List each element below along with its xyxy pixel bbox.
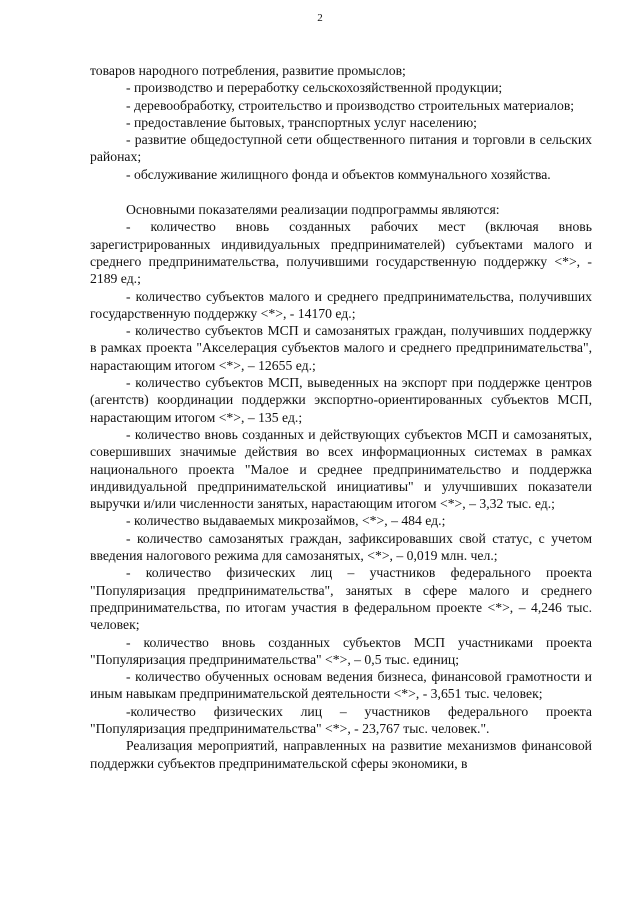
indicator-item: - количество обученных основам ведения бизнеса, финансовой грамотности и иным навыкам предпринимательской деятельности <*>, - 3,651 тыс. человек; <box>90 669 592 702</box>
list-item: - деревообработку, строительство и производство строительных материалов; <box>126 97 575 113</box>
indicator-item: - количество вновь созданных рабочих мест (включая вновь зарегистрированных индивидуальных предпринимателей) субъектами малого и среднего предпринимательства, получившими государственную поддержку <*>, - 2189 ед.; <box>90 219 592 287</box>
indicator-item: - количество субъектов малого и среднего предпринимательства, получивших государственную поддержку <*>, - 14170 ед.; <box>90 288 592 321</box>
indicators-heading-paragraph: Основными показателями реализации подпрограммы являются: <box>126 202 500 218</box>
indicator-item: - количество самозанятых граждан, зафиксировавших свой статус, с учетом введения налогового режима для самозанятых, <*>, – 0,019 млн. чел.; <box>90 530 592 564</box>
list-item: - производство и переработку сельскохозяйственной продукции; <box>126 80 503 96</box>
indicator-item: -количество физических лиц – участников федерального проекта "Популяризация предпринимательства" <*>, - 23,767 тыс. человек.". <box>90 703 592 736</box>
page-number: 2 <box>317 12 323 24</box>
list-item: - развитие общедоступной сети общественного питания и торговли в сельских районах; <box>90 132 592 165</box>
list-item: - обслуживание жилищного фонда и объектов коммунального хозяйства. <box>126 166 551 182</box>
document-body <box>90 62 592 772</box>
closing-paragraph: Реализация мероприятий, направленных на развитие механизмов финансовой поддержки субъектов предпринимательской сферы экономики, в <box>90 738 592 771</box>
indicator-item: - количество субъектов МСП и самозанятых граждан, получивших поддержку в рамках проекта "Акселерация субъектов малого и среднего предпринимательства", нарастающим итогом <*>, – 12655 ед.; <box>90 323 592 373</box>
indicator-item: - количество вновь созданных и действующих субъектов МСП и самозанятых, совершивших значимые действия во всех информационных системах в рамках национального проекта "Малое и среднее предпринимательство и поддержка индивидуальной предпринимательской инициативы" и улучшивших показатели выручки и/или численности занятых, нарастающим итогом <*>, – 3,32 тыс. ед.; <box>90 426 592 512</box>
indicator-item: - количество физических лиц – участников федерального проекта "Популяризация предпринимательства", занятых в сфере малого и среднего предпринимательства, по итогам участия в федеральном проекте <*>, – 4,246 тыс. человек; <box>90 565 592 633</box>
paragraph-continuation: товаров народного потребления, развитие промыслов; <box>90 63 406 78</box>
indicator-item: - количество выдаваемых микрозаймов, <*>, – 484 ед.; <box>126 513 446 529</box>
indicator-item: - количество субъектов МСП, выведенных на экспорт при поддержке центров (агентств) координации поддержки экспортно-ориентированных субъектов МСП, нарастающим итогом <*>, – 135 ед.; <box>90 375 592 425</box>
list-item: - предоставление бытовых, транспортных услуг населению; <box>126 114 477 130</box>
indicator-item: - количество вновь созданных субъектов МСП участниками проекта "Популяризация предпринимательства" <*>, – 0,5 тыс. единиц; <box>90 634 592 667</box>
